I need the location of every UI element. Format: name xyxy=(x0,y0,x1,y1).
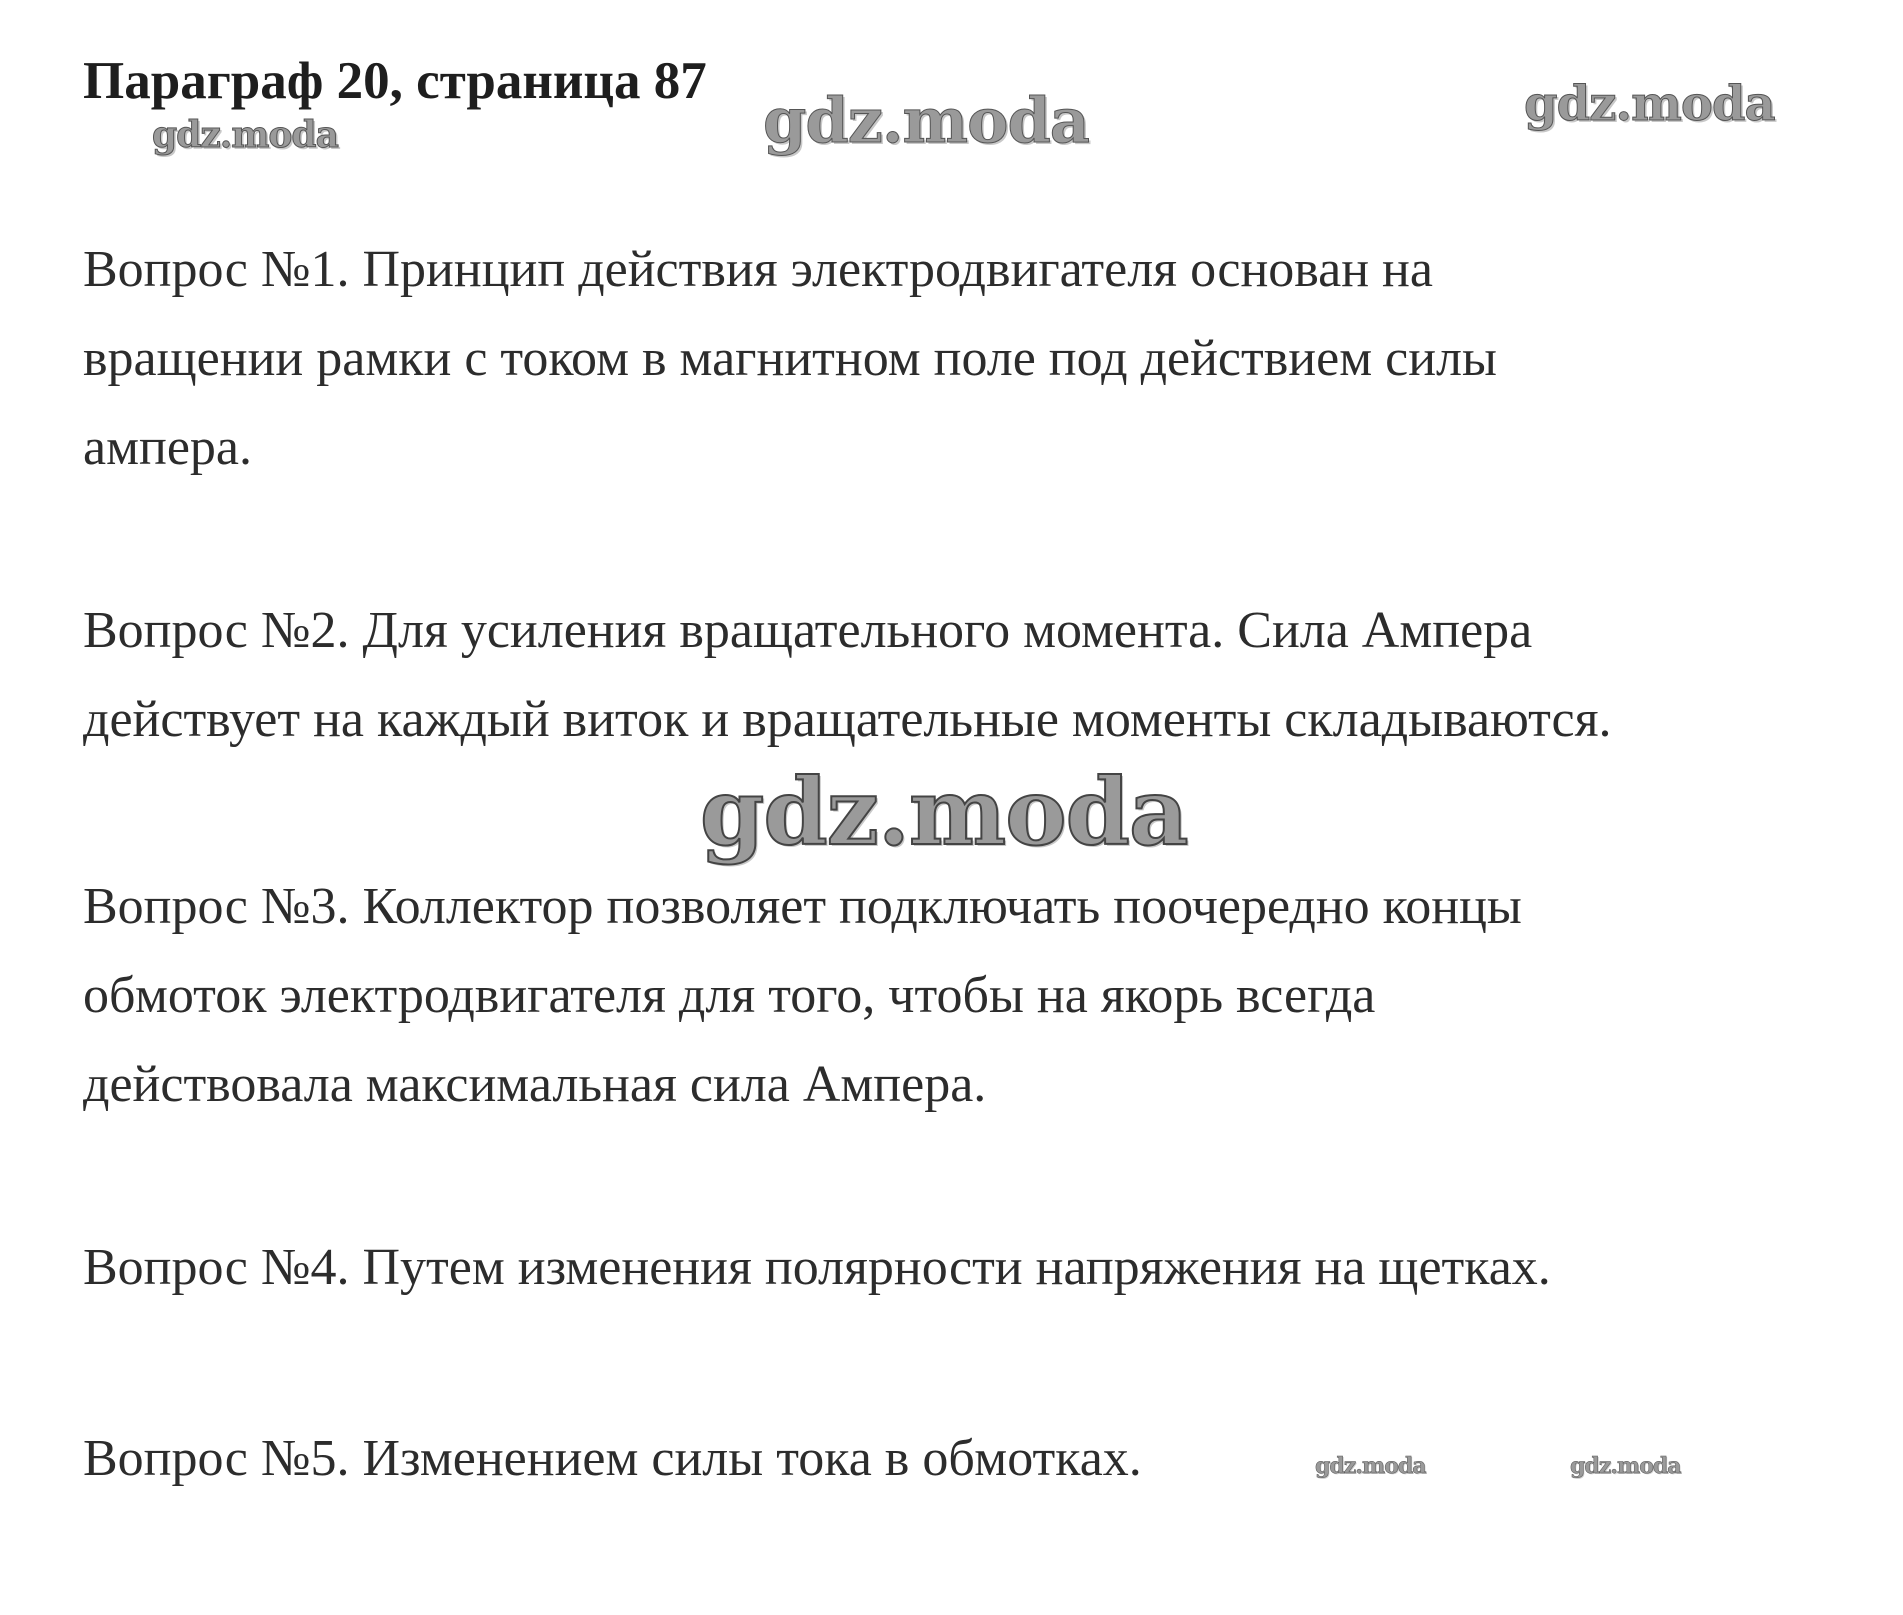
answer-2-line-2: действует на каждый виток и вращательные моменты складываются. xyxy=(83,691,1612,748)
answer-2-line-1: Вопрос №2. Для усиления вращательного момента. Сила Ампера xyxy=(83,602,1533,659)
watermark-logo: gdz.moda xyxy=(763,84,1089,157)
answer-5-line-1: Вопрос №5. Изменением силы тока в обмотках. xyxy=(83,1430,1142,1487)
watermark-logo: gdz.moda xyxy=(1315,1453,1426,1479)
answer-3-line-3: действовала максимальная сила Ампера. xyxy=(83,1056,987,1113)
answer-3 xyxy=(83,862,1522,1129)
answer-1-line-2: вращении рамки с током в магнитном поле под действием силы xyxy=(83,330,1497,387)
watermark-logo: gdz.moda xyxy=(1524,76,1775,132)
answer-3-line-1: Вопрос №3. Коллектор позволяет подключать поочередно концы xyxy=(83,878,1522,935)
answer-3-line-2: обмоток электродвигателя для того, чтобы на якорь всегда xyxy=(83,967,1376,1024)
answer-4 xyxy=(83,1223,1551,1312)
answer-4-line-1: Вопрос №4. Путем изменения полярности напряжения на щетках. xyxy=(83,1239,1551,1296)
answer-1-line-3: ампера. xyxy=(83,419,252,476)
watermark-logo: gdz.moda xyxy=(1570,1453,1681,1479)
answer-1 xyxy=(83,225,1497,492)
page-title: Параграф 20, страница 87 xyxy=(83,52,707,110)
watermark-logo: gdz.moda xyxy=(152,114,338,156)
answer-2 xyxy=(83,586,1612,764)
answer-1-line-1: Вопрос №1. Принцип действия электродвигателя основан на xyxy=(83,241,1433,298)
watermark-logo: gdz.moda xyxy=(700,758,1188,866)
answer-5 xyxy=(83,1414,1142,1503)
